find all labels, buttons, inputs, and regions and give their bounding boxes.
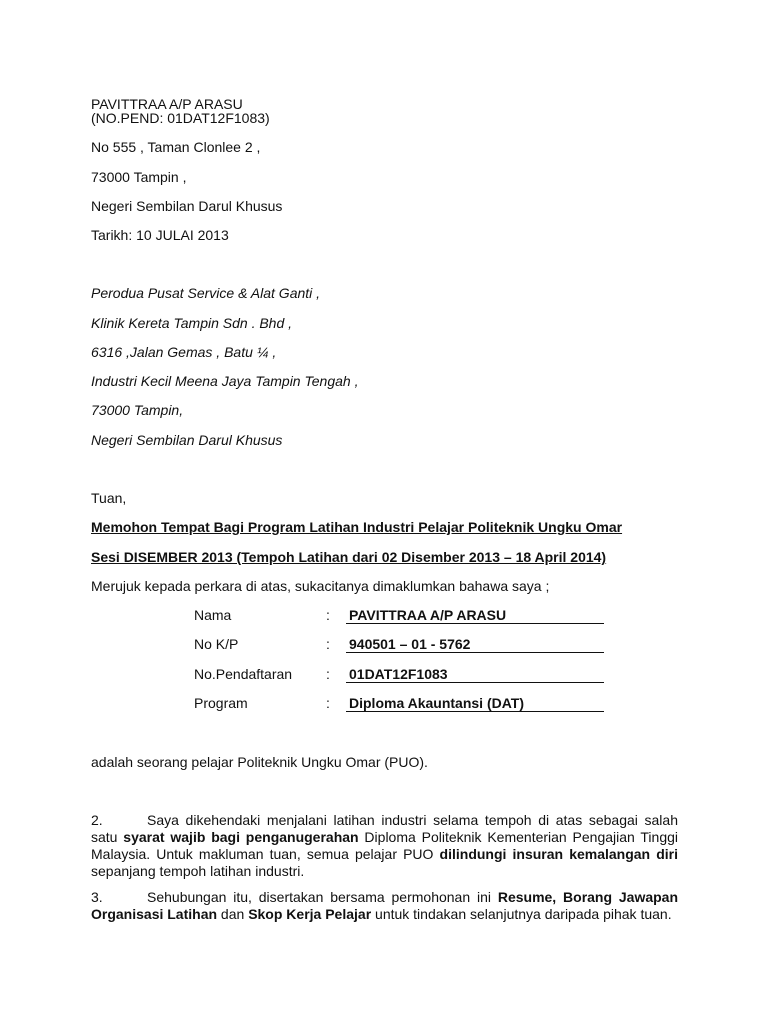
recipient-line: Klinik Kereta Tampin Sdn . Bhd , [91, 315, 293, 331]
paragraph-text: dan [217, 906, 249, 922]
paragraph-bold-text: Resume, Borang Jawapan Organisasi Latihan [91, 889, 679, 922]
paragraph-3 [91, 889, 678, 923]
paragraph-2 [91, 812, 678, 880]
recipient-line: Industri Kecil Meena Jaya Tampin Tengah , [91, 373, 359, 389]
sender-address-line: Negeri Sembilan Darul Khusus [91, 198, 283, 214]
detail-row-program [0, 695, 768, 713]
sender-address-line: 73000 Tampin , [91, 169, 187, 185]
detail-colon: : [326, 636, 330, 652]
paragraph-text: Saya dikehendaki menjalani latihan industri selama tempoh di atas sebagai salah satu [91, 812, 678, 845]
recipient-line: Perodua Pusat Service & Alat Ganti , [91, 285, 321, 301]
intro-text: Merujuk kepada perkara di atas, sukacitanya dimaklumkan bahawa saya ; [91, 578, 550, 594]
detail-label: No.Pendaftaran [194, 666, 293, 682]
detail-label: Program [194, 695, 248, 711]
detail-value: Diploma Akauntansi (DAT) [346, 695, 604, 712]
detail-colon: : [326, 666, 330, 682]
paragraph-text: Sehubungan itu, disertakan bersama permohonan ini [147, 889, 498, 905]
detail-row-ic [0, 636, 768, 654]
recipient-line: 73000 Tampin, [91, 402, 184, 418]
detail-row-name [0, 607, 768, 625]
student-statement: adalah seorang pelajar Politeknik Ungku Omar (PUO). [91, 754, 428, 770]
paragraph-text: Diploma Politeknik Kementerian Pengajian Tinggi Malaysia. Untuk makluman tuan, semua pelajar PUO [91, 829, 679, 862]
subject-line: Sesi DISEMBER 2013 (Tempoh Latihan dari 02 Disember 2013 – 18 April 2014) [91, 549, 607, 565]
detail-label: No K/P [194, 636, 239, 652]
paragraph-bold-text: Skop Kerja Pelajar [248, 906, 372, 922]
detail-colon: : [326, 607, 330, 623]
recipient-line: Negeri Sembilan Darul Khusus [91, 432, 283, 448]
detail-value: PAVITTRAA A/P ARASU [346, 607, 604, 624]
paragraph-text: sepanjang tempoh latihan industri. [91, 863, 305, 879]
paragraph-number: 3. [91, 889, 103, 905]
detail-label: Nama [194, 607, 232, 623]
detail-row-registration [0, 666, 768, 684]
paragraph-text: untuk tindakan selanjutnya daripada pihak tuan. [371, 906, 672, 922]
subject-line: Memohon Tempat Bagi Program Latihan Industri Pelajar Politeknik Ungku Omar [91, 519, 623, 535]
detail-value: 01DAT12F1083 [346, 666, 604, 683]
detail-colon: : [326, 695, 330, 711]
salutation: Tuan, [91, 490, 127, 506]
letter-date: Tarikh: 10 JULAI 2013 [91, 227, 229, 243]
sender-address-line: No 555 , Taman Clonlee 2 , [91, 139, 261, 155]
sender-name: PAVITTRAA A/P ARASU [91, 96, 243, 112]
paragraph-bold-text: dilindungi insuran kemalangan diri [439, 846, 678, 862]
recipient-line: 6316 ,Jalan Gemas , Batu ¼ , [91, 344, 277, 360]
sender-reg-no: (NO.PEND: 01DAT12F1083) [91, 110, 270, 126]
paragraph-bold-text: syarat wajib bagi penganugerahan [123, 829, 359, 845]
paragraph-number: 2. [91, 812, 103, 828]
detail-value: 940501 – 01 - 5762 [346, 636, 604, 653]
